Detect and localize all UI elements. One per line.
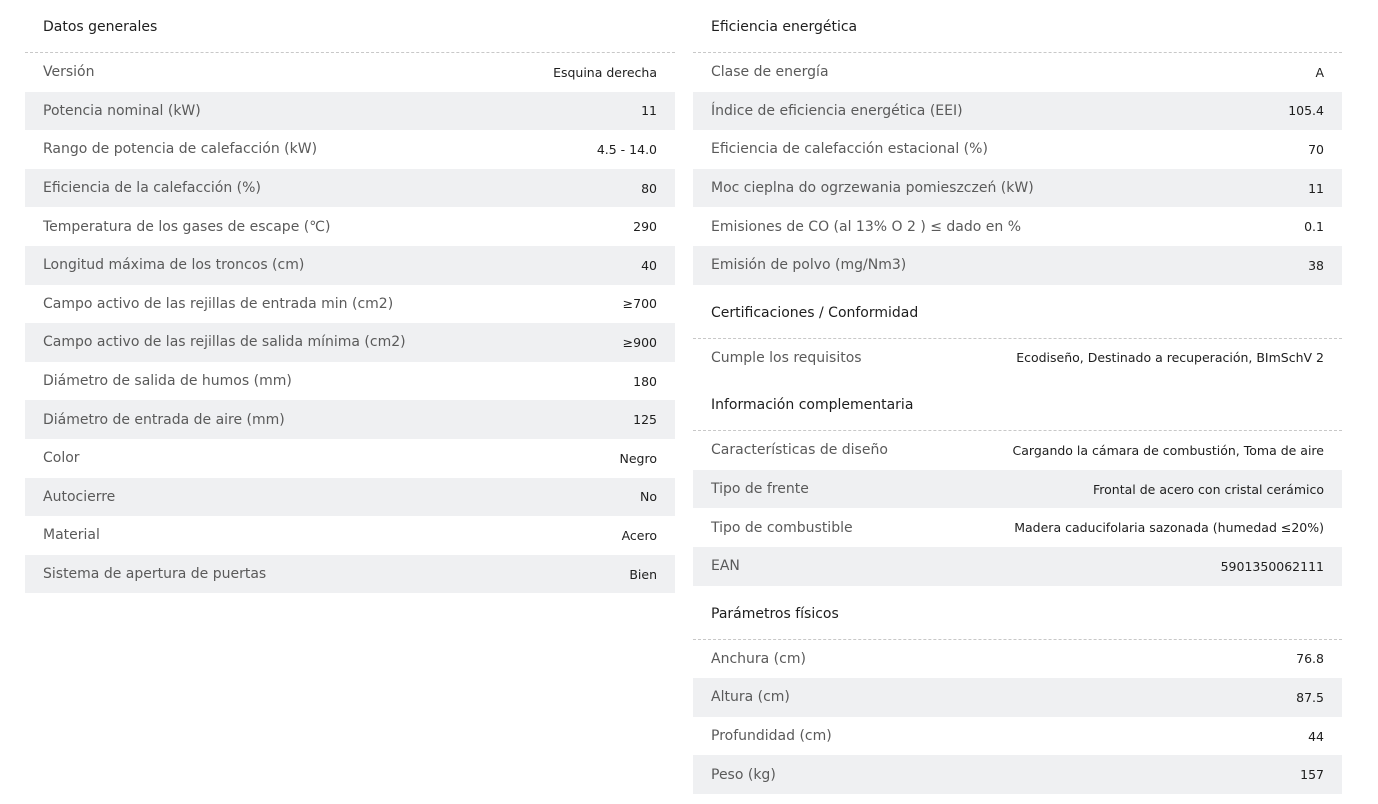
complementary-info-section	[693, 377, 1342, 585]
spec-value: 157	[1300, 767, 1324, 783]
spec-label: Índice de eficiencia energética (EEI)	[711, 102, 963, 119]
spec-value: No	[640, 489, 657, 505]
spec-value: Frontal de acero con cristal cerámico	[1093, 481, 1324, 497]
spec-label: Clase de energía	[711, 64, 829, 81]
spec-row	[25, 169, 675, 208]
spec-value: ≥900	[622, 334, 657, 350]
spec-row	[25, 400, 675, 439]
spec-value: 76.8	[1296, 651, 1324, 667]
spec-row	[693, 717, 1342, 756]
spec-value: 105.4	[1288, 103, 1324, 119]
complementary-info-title: Información complementaria	[693, 377, 1342, 431]
spec-label: Peso (kg)	[711, 766, 776, 783]
spec-label: Color	[43, 450, 80, 467]
spec-row	[25, 92, 675, 131]
spec-label: Diámetro de entrada de aire (mm)	[43, 411, 285, 428]
complementary-info-table	[693, 431, 1342, 585]
spec-row	[25, 130, 675, 169]
spec-label: Campo activo de las rejillas de entrada min (cm2)	[43, 295, 394, 312]
spec-value: 38	[1308, 257, 1324, 273]
spec-row	[25, 285, 675, 324]
general-data-section	[25, 0, 675, 593]
energy-efficiency-section	[693, 0, 1342, 285]
spec-row	[693, 678, 1342, 717]
spec-label: Eficiencia de calefacción estacional (%)	[711, 141, 988, 158]
spec-row	[25, 207, 675, 246]
right-column	[693, 0, 1342, 794]
spec-value: Esquina derecha	[553, 64, 657, 80]
spec-row	[693, 755, 1342, 794]
spec-value: 4.5 - 14.0	[596, 141, 657, 157]
spec-value: 125	[633, 412, 657, 428]
spec-value: Madera caducifolaria sazonada (humedad ≤20%)	[1014, 520, 1324, 536]
spec-label: Rango de potencia de calefacción (kW)	[43, 141, 318, 158]
spec-value: 5901350062111	[1220, 558, 1324, 574]
spec-value: 87.5	[1296, 689, 1324, 705]
spec-label: Eficiencia de la calefacción (%)	[43, 180, 261, 197]
spec-label: Anchura (cm)	[711, 650, 806, 667]
spec-value: 0.1	[1304, 219, 1324, 235]
spec-label: Longitud máxima de los troncos (cm)	[43, 257, 305, 274]
spec-row	[25, 439, 675, 478]
spec-row	[693, 470, 1342, 509]
spec-row	[693, 431, 1342, 470]
spec-label: Tipo de frente	[711, 481, 809, 498]
spec-row	[693, 339, 1342, 378]
spec-value: 44	[1308, 728, 1324, 744]
spec-row	[693, 53, 1342, 92]
spec-row	[25, 362, 675, 401]
spec-label: Campo activo de las rejillas de salida mínima (cm2)	[43, 334, 406, 351]
spec-value: ≥700	[622, 296, 657, 312]
spec-row	[693, 92, 1342, 131]
spec-label: Emisión de polvo (mg/Nm3)	[711, 257, 907, 274]
certifications-title: Certificaciones / Conformidad	[693, 285, 1342, 339]
physical-parameters-table	[693, 640, 1342, 794]
spec-value: 290	[633, 219, 657, 235]
spec-value: Bien	[629, 566, 657, 582]
spec-row	[693, 207, 1342, 246]
spec-label: Sistema de apertura de puertas	[43, 566, 267, 583]
spec-label: Diámetro de salida de humos (mm)	[43, 373, 292, 390]
spec-row	[693, 169, 1342, 208]
spec-row	[25, 323, 675, 362]
spec-value: A	[1315, 64, 1324, 80]
spec-label: EAN	[711, 558, 740, 575]
spec-value: 40	[641, 257, 657, 273]
physical-parameters-section	[693, 586, 1342, 794]
spec-label: Potencia nominal (kW)	[43, 102, 201, 119]
spec-label: Características de diseño	[711, 442, 888, 459]
physical-parameters-title: Parámetros físicos	[693, 586, 1342, 640]
spec-row	[25, 478, 675, 517]
spec-row	[693, 246, 1342, 285]
spec-value: Negro	[619, 450, 657, 466]
spec-row	[25, 516, 675, 555]
spec-row	[693, 640, 1342, 679]
spec-label: Emisiones de CO (al 13% O 2 ) ≤ dado en %	[711, 218, 1022, 235]
spec-value: Cargando la cámara de combustión, Toma de aire	[1012, 442, 1324, 458]
spec-value: 11	[641, 103, 657, 119]
energy-efficiency-title: Eficiencia energética	[693, 0, 1342, 53]
spec-row	[25, 246, 675, 285]
spec-row	[25, 555, 675, 594]
spec-label: Tipo de combustible	[711, 519, 853, 536]
certifications-section	[693, 285, 1342, 378]
spec-row	[25, 53, 675, 92]
spec-label: Temperatura de los gases de escape (℃)	[43, 218, 331, 235]
spec-row	[693, 547, 1342, 586]
spec-value: 70	[1308, 141, 1324, 157]
spec-label: Material	[43, 527, 100, 544]
spec-label: Profundidad (cm)	[711, 728, 832, 745]
spec-value: Ecodiseño, Destinado a recuperación, BImSchV 2	[1016, 350, 1324, 366]
spec-label: Moc cieplna do ogrzewania pomieszczeń (kW)	[711, 180, 1034, 197]
spec-row	[693, 130, 1342, 169]
spec-value: 180	[633, 373, 657, 389]
spec-value: Acero	[621, 527, 657, 543]
spec-label: Autocierre	[43, 488, 116, 505]
energy-efficiency-table	[693, 53, 1342, 285]
spec-label: Versión	[43, 64, 95, 81]
spec-value: 80	[641, 180, 657, 196]
general-data-table	[25, 53, 675, 593]
spec-label: Cumple los requisitos	[711, 349, 862, 366]
spec-row	[693, 508, 1342, 547]
general-data-title: Datos generales	[25, 0, 675, 53]
spec-value: 11	[1308, 180, 1324, 196]
spec-label: Altura (cm)	[711, 689, 790, 706]
certifications-table	[693, 339, 1342, 378]
